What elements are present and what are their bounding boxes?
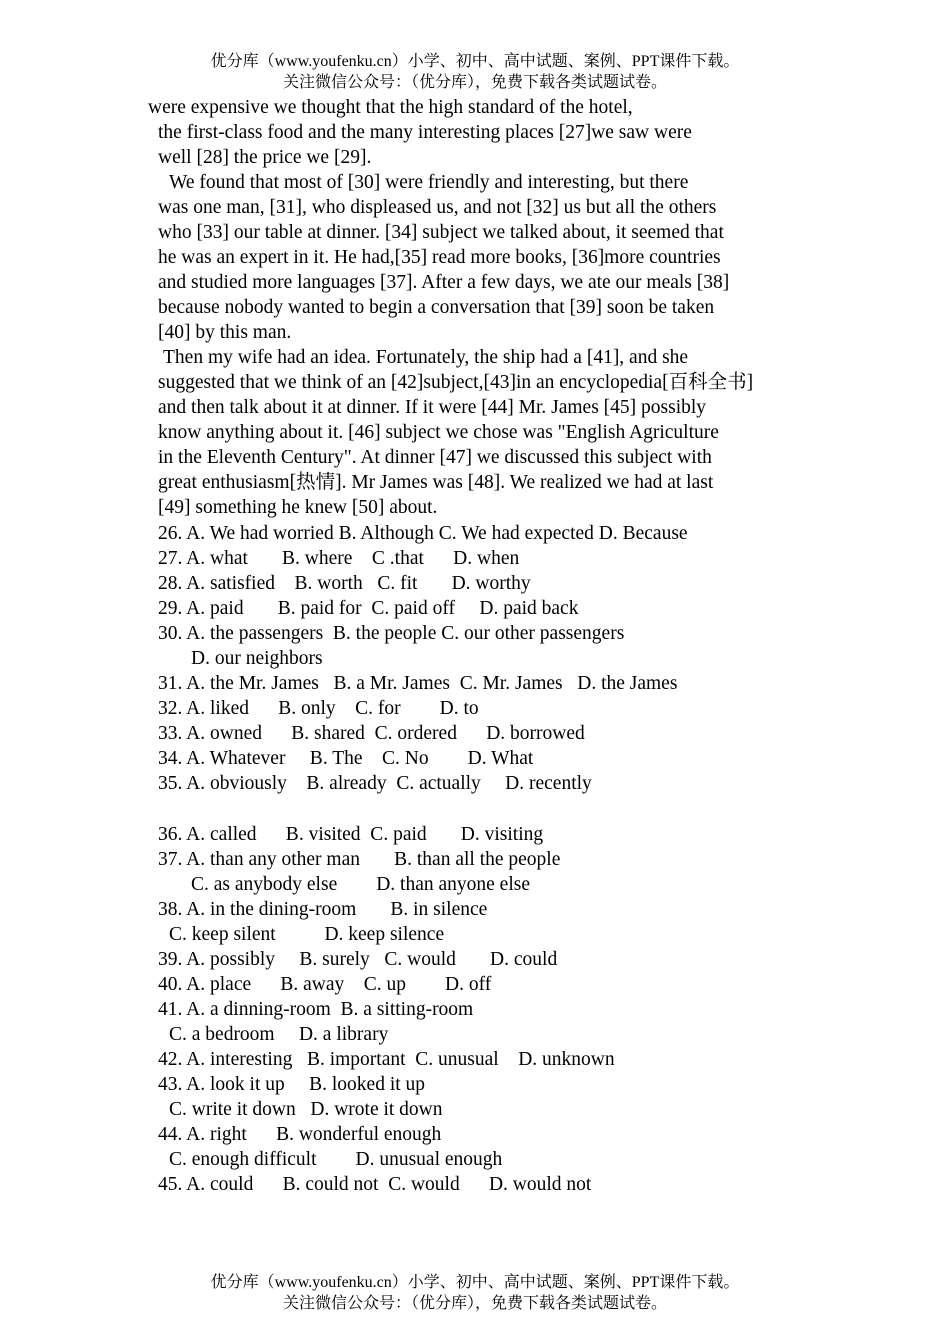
- option-line: D. our neighbors: [191, 648, 323, 669]
- passage-line: Then my wife had an idea. Fortunately, the ship had a [41], and she: [163, 347, 689, 368]
- option-line: 41. A. a dinning-room B. a sitting-room: [158, 999, 474, 1020]
- option-line: 35. A. obviously B. already C. actually D. recently: [158, 773, 592, 794]
- passage-line: because nobody wanted to begin a conversation that [39] soon be taken: [158, 297, 715, 318]
- option-line: 27. A. what B. where C .that D. when: [158, 548, 520, 569]
- passage-line: who [33] our table at dinner. [34] subject we talked about, it seemed that: [158, 222, 724, 243]
- option-line: 43. A. look it up B. looked it up: [158, 1074, 426, 1095]
- passage-line: suggested that we think of an [42]subject,[43]in an encyclopedia[百科全书]: [158, 372, 754, 393]
- page-header: [0, 51, 950, 93]
- option-line: 40. A. place B. away C. up D. off: [158, 974, 492, 995]
- passage-line: in the Eleventh Century". At dinner [47] we discussed this subject with: [158, 447, 712, 468]
- footer-line-1: 优分库（www.youfenku.cn）小学、初中、高中试题、案例、PPT课件下载。: [210, 1274, 740, 1291]
- option-line: 42. A. interesting B. important C. unusual D. unknown: [158, 1049, 615, 1070]
- option-line: C. write it down D. wrote it down: [169, 1099, 443, 1120]
- option-line: 26. A. We had worried B. Although C. We had expected D. Because: [158, 523, 688, 544]
- option-line: 36. A. called B. visited C. paid D. visiting: [158, 824, 544, 845]
- footer-line-2: 关注微信公众号：（优分库），免费下载各类试题试卷。: [282, 1295, 667, 1312]
- option-line: 30. A. the passengers B. the people C. our other passengers: [158, 623, 625, 644]
- passage-line: great enthusiasm[热情]. Mr James was [48]. We realized we had at last: [158, 472, 714, 493]
- passage-line: and then talk about it at dinner. If it were [44] Mr. James [45] possibly: [158, 397, 707, 418]
- passage-line: well [28] the price we [29].: [158, 147, 372, 168]
- passage-line: and studied more languages [37]. After a few days, we ate our meals [38]: [158, 272, 730, 293]
- option-line: 33. A. owned B. shared C. ordered D. borrowed: [158, 723, 585, 744]
- header-line-2: 关注微信公众号：（优分库），免费下载各类试题试卷。: [282, 74, 667, 91]
- option-line: C. a bedroom D. a library: [169, 1024, 389, 1045]
- passage-line: [49] something he knew [50] about.: [158, 497, 438, 518]
- option-line: 31. A. the Mr. James B. a Mr. James C. Mr. James D. the James: [158, 673, 678, 694]
- passage-line: We found that most of [30] were friendly and interesting, but there: [169, 172, 689, 193]
- passage-line: the first-class food and the many interesting places [27]we saw were: [158, 122, 692, 143]
- option-line: 38. A. in the dining-room B. in silence: [158, 899, 488, 920]
- option-line: C. as anybody else D. than anyone else: [191, 874, 531, 895]
- option-line: C. keep silent D. keep silence: [169, 924, 445, 945]
- option-line: 45. A. could B. could not C. would D. would not: [158, 1174, 592, 1195]
- option-line: 28. A. satisfied B. worth C. fit D. worthy: [158, 573, 531, 594]
- passage-line: were expensive we thought that the high standard of the hotel,: [148, 97, 633, 118]
- passage-line: [40] by this man.: [158, 322, 292, 343]
- option-line: 34. A. Whatever B. The C. No D. What: [158, 748, 534, 769]
- page-footer: [0, 1272, 950, 1314]
- option-line: 37. A. than any other man B. than all the people: [158, 849, 561, 870]
- option-line: 39. A. possibly B. surely C. would D. could: [158, 949, 558, 970]
- passage-line: was one man, [31], who displeased us, and not [32] us but all the others: [158, 197, 717, 218]
- header-line-1: 优分库（www.youfenku.cn）小学、初中、高中试题、案例、PPT课件下载。: [210, 53, 740, 70]
- option-line: 32. A. liked B. only C. for D. to: [158, 698, 479, 719]
- option-line: 29. A. paid B. paid for C. paid off D. paid back: [158, 598, 579, 619]
- passage-line: know anything about it. [46] subject we chose was "English Agriculture: [158, 422, 719, 443]
- option-line: C. enough difficult D. unusual enough: [169, 1149, 503, 1170]
- passage-line: he was an expert in it. He had,[35] read more books, [36]more countries: [158, 247, 721, 268]
- option-line: 44. A. right B. wonderful enough: [158, 1124, 442, 1145]
